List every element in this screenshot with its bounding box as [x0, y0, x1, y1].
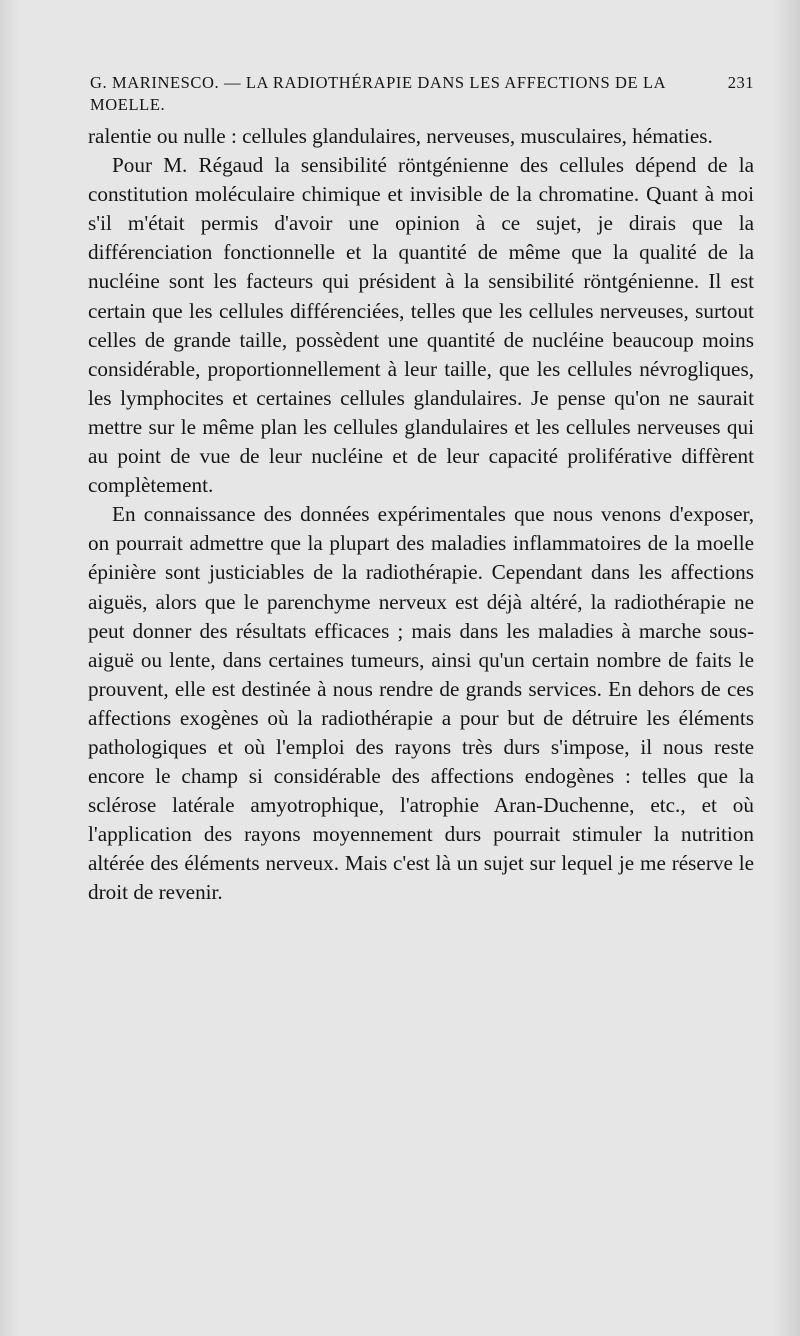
page-number: 231 [727, 73, 754, 92]
page-content [88, 72, 754, 908]
paragraph-3: En connaissance des données expérimentales que nous venons d'exposer, on pourrait admettre que la plupart des maladies inflammatoires de la moelle épinière sont justiciables de la radiothérapie. Cependant dans les affections aiguës, alors que le parenchyme nerveux est déjà altéré, la radiothérapie ne peut donner des résultats efficaces ; mais dans les maladies à marche sous-aiguë ou lente, dans certaines tumeurs, ainsi qu'un certain nombre de faits le prouvent, elle est destinée à nous rendre de grands services. En dehors de ces affections exogènes où la radiothérapie a pour but de détruire les éléments pathologiques et où l'emploi des rayons très durs s'impose, il nous reste encore le champ si considérable des affections endogènes : telles que la sclérose latérale amyotrophique, l'atrophie Aran-Duchenne, etc., et où l'application des rayons moyennement durs pourrait stimuler la nutrition altérée des éléments nerveux. Mais c'est là un sujet sur lequel je me réserve le droit de revenir. [88, 502, 754, 905]
paragraph-2: Pour M. Régaud la sensibilité röntgénienne des cellules dépend de la constitution moléculaire chimique et invisible de la chromatine. Quant à moi s'il m'était permis d'avoir une opinion à ce sujet, je dirais que la différenciation fonctionnelle et la quantité de même que la qualité de la nucléine sont les facteurs qui président à la sensibilité röntgénienne. Il est certain que les cellules différenciées, telles que les cellules nerveuses, surtout celles de grande taille, possèdent une quantité de nucléine beaucoup moins considérable, proportionnellement à leur taille, que les cellules névrogliques, les lymphocites et certaines cellules glandulaires. Je pense qu'on ne saurait mettre sur le même plan les cellules glandulaires et les cellules nerveuses qui au point de vue de leur nucléine et de leur capacité proliférative diffèrent complètement. [88, 153, 754, 498]
running-head-separator: — [224, 73, 242, 92]
running-head-title: LA RADIOTHÉRAPIE DANS LES AFFECTIONS DE LA MOELLE. [90, 73, 666, 114]
page-right-shadow [772, 0, 800, 1336]
paragraph-1: ralentie ou nulle : cellules glandulaires, nerveuses, musculaires, hématies. [88, 124, 713, 148]
running-head [90, 72, 754, 116]
running-head-author: G. MARINESCO. [90, 73, 220, 92]
running-head-text [90, 72, 728, 116]
body-text [88, 122, 754, 908]
page-left-shadow [0, 0, 20, 1336]
